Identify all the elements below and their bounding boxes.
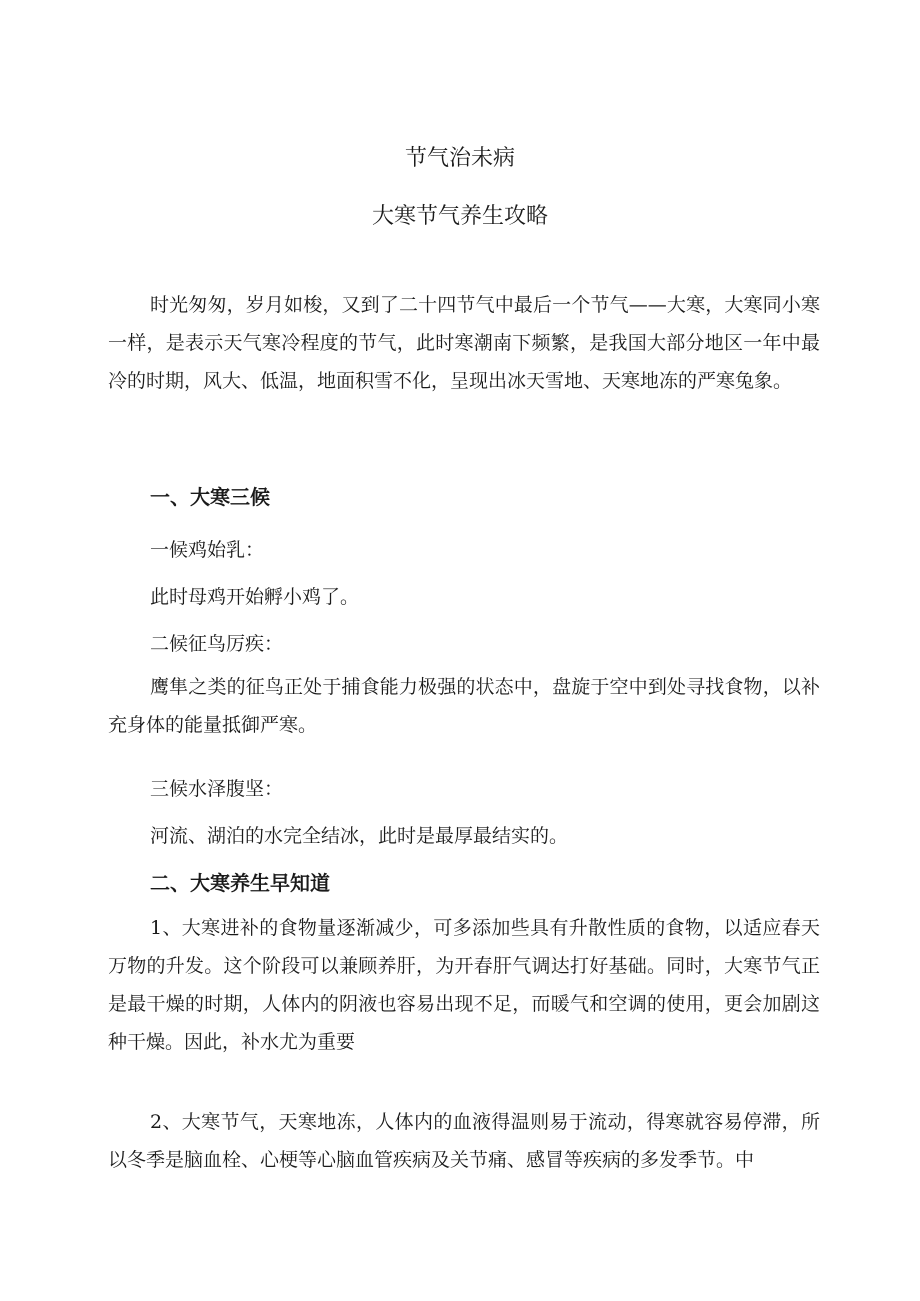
section2-paragraph-1: 1、大寒进补的食物量逐渐减少，可多添加些具有升散性质的食物，以适应春天万物的升发。这个阶段可以兼顾养肝，为开春肝气调达打好基础。同时，大寒节气正是最干燥的时期，人体内的阴液也容易出现不足，而暖气和空调的使用，更会加剧这种干燥。因此，补水尤为重要 [108, 917, 820, 1053]
hou2-text: 鹰隼之类的征鸟正处于捕食能力极强的状态中，盘旋于空中到处寻找食物，以补充身体的能量抵御严寒。 [108, 676, 820, 736]
hou2-title: 二候征鸟厉疾： [150, 633, 284, 655]
hou3-text: 河流、湖泊的水完全结冰，此时是最厚最结实的。 [150, 825, 569, 847]
hou3-title: 三候水泽腹坚： [150, 778, 284, 800]
document-subtitle: 大寒节气养生攻略 [371, 204, 548, 229]
section1-heading: 一、大寒三候 [150, 485, 270, 509]
section2-heading: 二、大寒养生早知道 [150, 871, 330, 895]
document-title: 节气治未病 [404, 146, 515, 171]
section2-paragraph-2: 2、大寒节气，天寒地冻，人体内的血液得温则易于流动，得寒就容易停滞，所以冬季是脑血栓、心梗等心脑血管疾病及关节痛、感冒等疾病的多发季节。中 [108, 1111, 820, 1171]
hou1-title: 一候鸡始乳： [150, 539, 265, 561]
intro-paragraph: 时光匆匆，岁月如梭，又到了二十四节气中最后一个节气——大寒，大寒同小寒一样，是表示天气寒冷程度的节气，此时寒潮南下频繁，是我国大部分地区一年中最冷的时期，风大、低温，地面积雪不化，呈现出冰天雪地、天寒地冻的严寒兔象。 [108, 294, 820, 392]
hou1-text: 此时母鸡开始孵小鸡了。 [150, 586, 360, 608]
